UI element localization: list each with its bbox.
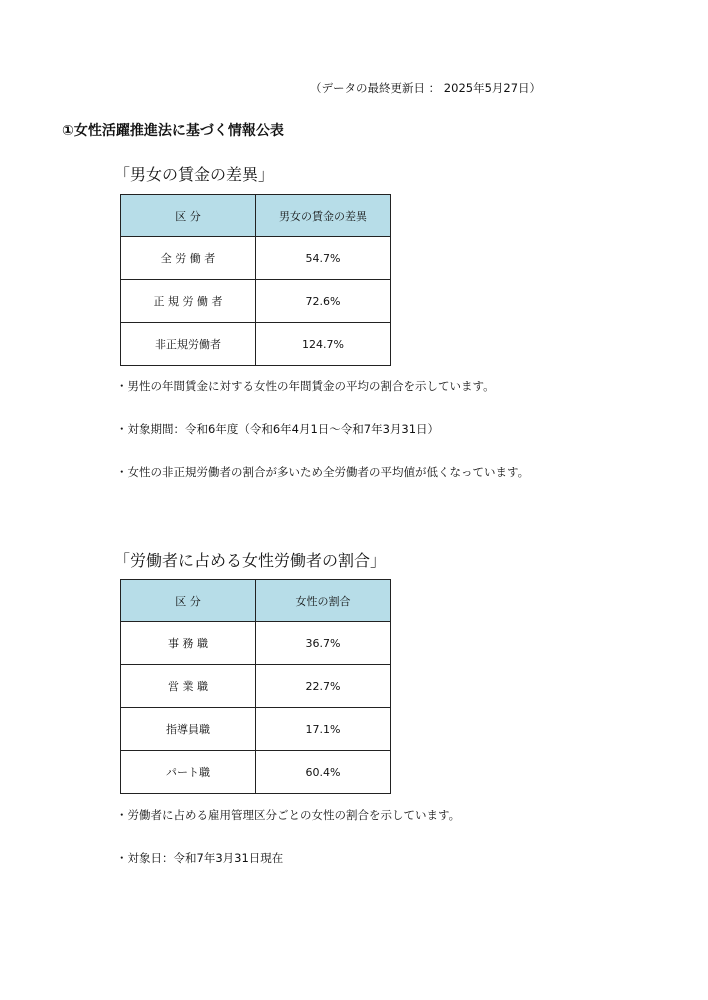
table-row [121,751,391,794]
female-ratio-note-definition: ・労働者に占める雇用管理区分ごとの女性の割合を示しています。 [116,808,461,822]
header-wage-gap: 男女の賃金の差異 [256,195,391,237]
table-header-row [121,580,391,622]
row-value: 17.1% [256,708,391,751]
wage-gap-note-period: ・対象期間：令和6年度（令和6年4月1日～令和7年3月31日） [116,422,440,436]
row-category: 事 務 職 [121,622,256,665]
row-value: 60.4% [256,751,391,794]
row-value: 22.7% [256,665,391,708]
row-category: パート職 [121,751,256,794]
last-updated-date: （データの最終更新日 ： 2025年5月27日） [310,81,542,95]
header-category: 区 分 [121,195,256,237]
row-category: 指導員職 [121,708,256,751]
wage-gap-table [120,194,391,366]
row-category: 正 規 労 働 者 [121,280,256,323]
table-header-row [121,195,391,237]
row-value: 72.6% [256,280,391,323]
table-row [121,622,391,665]
female-ratio-table [120,579,391,794]
row-category: 非正規労働者 [121,323,256,366]
table-row [121,708,391,751]
wage-gap-note-definition: ・男性の年間賃金に対する女性の年間賃金の平均の割合を示しています。 [116,379,495,393]
header-category: 区 分 [121,580,256,622]
header-female-ratio: 女性の割合 [256,580,391,622]
row-value: 54.7% [256,237,391,280]
table-row [121,280,391,323]
section-heading: ①女性活躍推進法に基づく情報公表 [62,123,284,139]
wage-gap-note-explanation: ・女性の非正規労働者の割合が多いため全労働者の平均値が低くなっています。 [116,465,530,479]
row-category: 営 業 職 [121,665,256,708]
row-value: 124.7% [256,323,391,366]
row-category: 全 労 働 者 [121,237,256,280]
table-row [121,237,391,280]
wage-gap-title: 「男女の賃金の差異」 [114,165,275,184]
female-ratio-title: 「労働者に占める女性労働者の割合」 [114,551,387,570]
female-ratio-note-date: ・対象日：令和7年3月31日現在 [116,851,284,865]
row-value: 36.7% [256,622,391,665]
table-row [121,665,391,708]
table-row [121,323,391,366]
